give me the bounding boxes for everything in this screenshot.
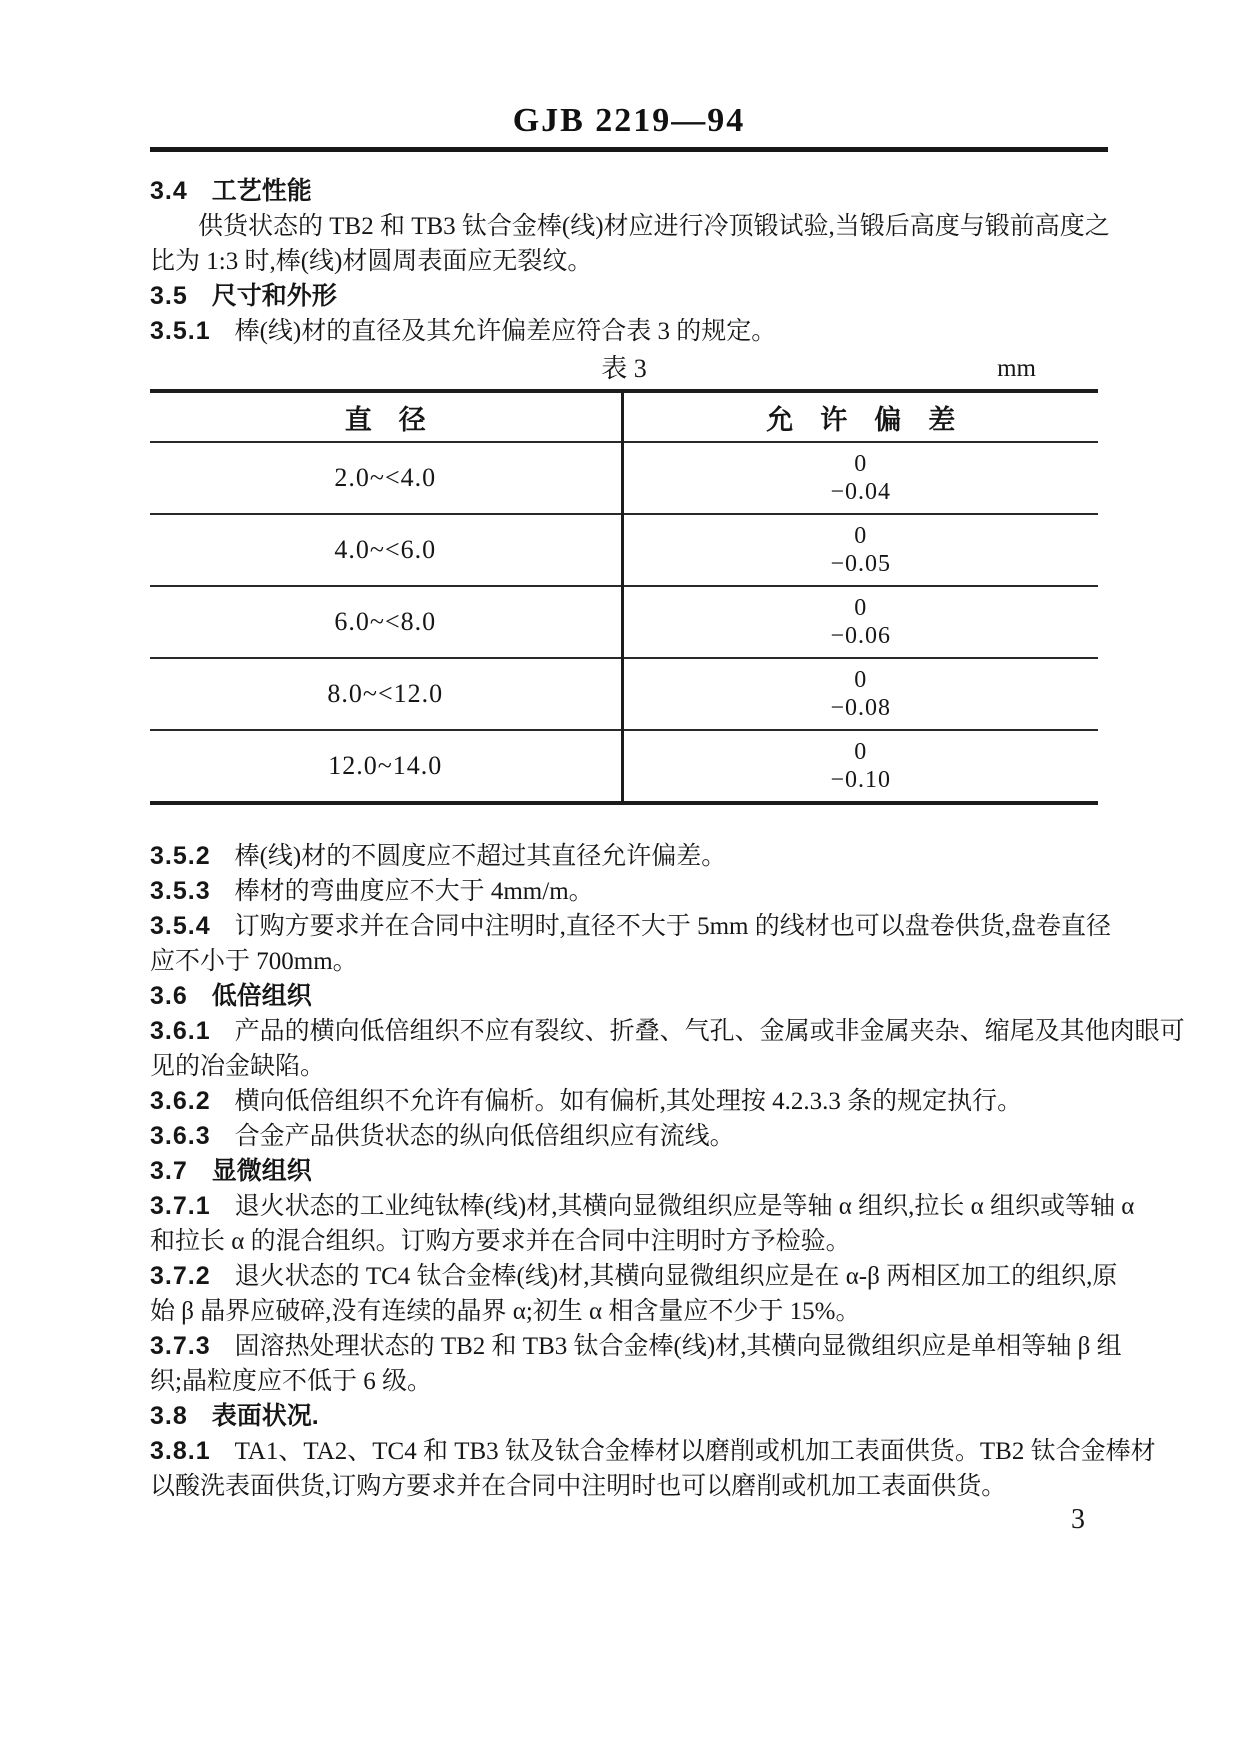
deviation-upper: 0 [854,667,868,693]
table-caption-row [150,349,1098,389]
clause-3-7-3-line1 [150,1329,1120,1364]
table-header-row [150,391,1098,442]
diameter-value: 8.0~<12.0 [150,658,622,730]
table-caption: 表 3 [601,354,647,383]
deviation-upper: 0 [854,739,868,765]
clause-text: 棒(线)材的直径及其允许偏差应符合表 3 的规定。 [234,318,777,345]
clause-3-7-heading [150,1154,1120,1189]
clause-3-5-3 [150,874,1120,909]
clause-number: 3.6.3 [150,1122,211,1150]
table-row [150,514,1098,586]
clause-title: 尺寸和外形 [211,282,337,310]
clause-text: 比为 1:3 时,棒(线)材圆周表面应无裂纹。 [150,248,593,275]
deviation-lower: −0.05 [830,551,892,577]
clause-number: 3.5.4 [150,912,211,940]
clause-number: 3.7.2 [150,1262,211,1290]
deviation-value [622,658,1098,730]
header-rule [150,147,1108,152]
clause-3-7-2-line1 [150,1259,1120,1294]
clause-3-7-1-line2 [150,1224,1120,1259]
clause-number: 3.5 [150,282,188,310]
deviation-upper: 0 [854,451,868,477]
clause-text: 始 β 晶界应破碎,没有连续的晶界 α;初生 α 相含量应不少于 15%。 [150,1298,861,1325]
deviation-value [622,514,1098,586]
clause-title: 表面状况. [211,1402,319,1430]
clause-number: 3.4 [150,177,188,205]
clause-text: 见的冶金缺陷。 [150,1053,326,1080]
diameter-value: 2.0~<4.0 [150,442,622,514]
doc-number: GJB 2219—94 [512,102,746,139]
clause-number: 3.6.2 [150,1087,211,1115]
col-header-diameter: 直 径 [150,391,622,442]
clause-number: 3.8.1 [150,1437,211,1465]
col-header-deviation: 允 许 偏 差 [622,391,1098,442]
table-row [150,730,1098,803]
table-row [150,442,1098,514]
clause-text: 以酸洗表面供货,订购方要求并在合同中注明时也可以磨削或机加工表面供货。 [150,1473,1007,1500]
clause-3-8-1-line1 [150,1434,1156,1469]
clause-3-5-4-line2 [150,944,1120,979]
clause-text: 退火状态的 TC4 钛合金棒(线)材,其横向显微组织应是在 α-β 两相区加工的组织,原 [234,1263,1118,1290]
table-3 [150,389,1098,805]
deviation-value [622,442,1098,514]
clause-title: 低倍组织 [211,982,312,1010]
clause-3-7-3-line2 [150,1364,1120,1399]
clause-text: 退火状态的工业纯钛棒(线)材,其横向显微组织应是等轴 α 组织,拉长 α 组织或等轴 α [234,1193,1135,1220]
clause-3-6-heading [150,979,1120,1014]
clause-3-8-1-line2 [150,1469,1120,1504]
clause-3-4-para-line2 [150,244,1120,279]
page-number: 3 [1071,1504,1085,1535]
clause-number: 3.7 [150,1157,188,1185]
clause-text: 棒(线)材的不圆度应不超过其直径允许偏差。 [234,843,727,870]
clause-3-5-1 [150,314,1120,349]
clause-text: 合金产品供货状态的纵向低倍组织应有流线。 [234,1123,735,1150]
deviation-lower: −0.08 [830,695,892,721]
deviation-upper: 0 [854,523,868,549]
clause-text: 和拉长 α 的混合组织。订购方要求并在合同中注明时方予检验。 [150,1228,851,1255]
deviation-upper: 0 [854,595,868,621]
clause-3-6-2 [150,1084,1120,1119]
deviation-value [622,586,1098,658]
clause-3-6-1-line2 [150,1049,1120,1084]
diameter-value: 6.0~<8.0 [150,586,622,658]
clause-number: 3.5.2 [150,842,211,870]
clause-3-7-1-line1 [150,1189,1135,1224]
clause-3-6-3 [150,1119,1120,1154]
clause-title: 工艺性能 [211,177,312,205]
clause-number: 3.5.1 [150,317,211,345]
diameter-value: 4.0~<6.0 [150,514,622,586]
clause-3-4-para-line1 [150,209,1120,244]
clause-3-6-1-line1 [150,1014,1185,1049]
clause-3-7-2-line2 [150,1294,1120,1329]
clause-number: 3.6.1 [150,1017,211,1045]
clause-text: TA1、TA2、TC4 和 TB3 钛及钛合金棒材以磨削或机加工表面供货。TB2 钛合金棒材 [234,1438,1156,1465]
table-row [150,658,1098,730]
table-unit-label: mm [997,355,1036,382]
clause-number: 3.6 [150,982,188,1010]
clause-3-8-heading [150,1399,1120,1434]
clause-text: 织;晶粒度应不低于 6 级。 [150,1368,432,1395]
deviation-lower: −0.04 [830,479,892,505]
clause-text: 供货状态的 TB2 和 TB3 钛合金棒(线)材应进行冷顶锻试验,当锻后高度与锻前高度之 [198,213,1110,240]
clause-number: 3.7.3 [150,1332,211,1360]
clause-3-5-2 [150,839,1120,874]
clause-number: 3.5.3 [150,877,211,905]
clause-text: 固溶热处理状态的 TB2 和 TB3 钛合金棒(线)材,其横向显微组织应是单相等轴 β 组 [234,1333,1122,1360]
deviation-lower: −0.06 [830,623,892,649]
clause-text: 棒材的弯曲度应不大于 4mm/m。 [234,878,594,905]
body-text [150,174,1185,1504]
clause-number: 3.7.1 [150,1192,211,1220]
clause-text: 应不小于 700mm。 [150,948,358,975]
clause-3-5-heading [150,279,1120,314]
clause-text: 横向低倍组织不允许有偏析。如有偏析,其处理按 4.2.3.3 条的规定执行。 [234,1088,1023,1115]
diameter-value: 12.0~14.0 [150,730,622,803]
table-row [150,586,1098,658]
deviation-value [622,730,1098,803]
deviation-lower: −0.10 [830,767,892,793]
clause-title: 显微组织 [211,1157,312,1185]
clause-3-5-4-line1 [150,909,1120,944]
clause-text: 产品的横向低倍组织不应有裂纹、折叠、气孔、金属或非金属夹杂、缩尾及其他肉眼可 [234,1018,1185,1045]
clause-text: 订购方要求并在合同中注明时,直径不大于 5mm 的线材也可以盘卷供货,盘卷直径 [234,913,1112,940]
clause-number: 3.8 [150,1402,188,1430]
clause-3-4-heading [150,174,1120,209]
